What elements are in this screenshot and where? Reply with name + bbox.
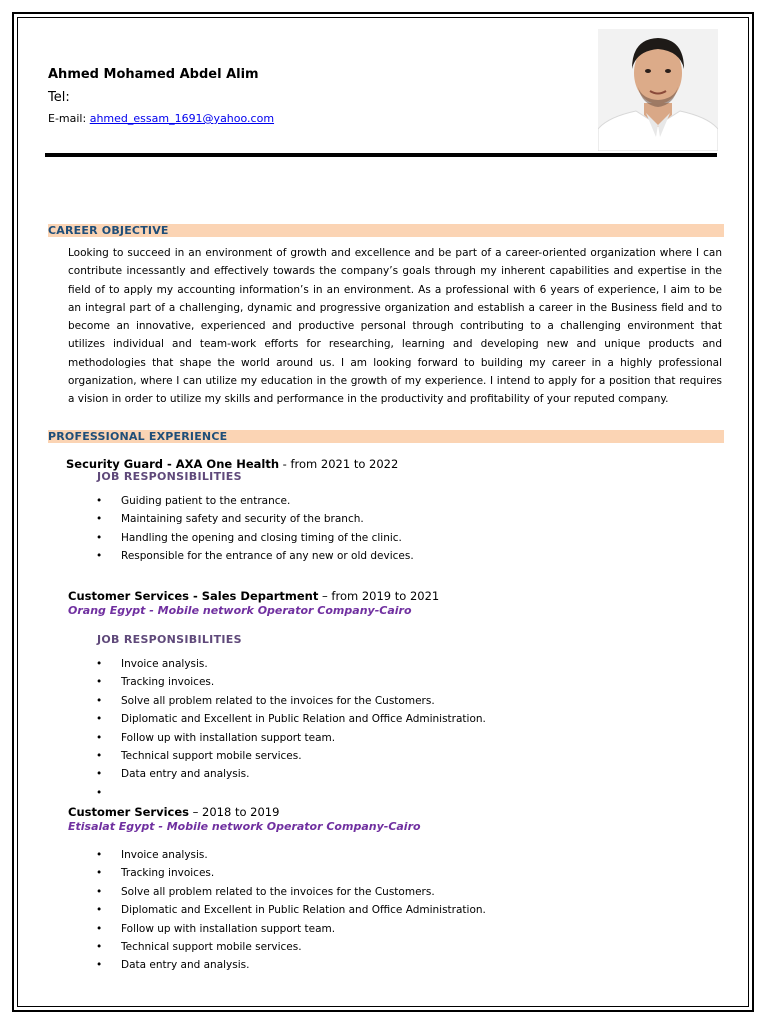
- list-item: • Follow up with installation support team.: [80, 729, 486, 747]
- job-1-title: Security Guard - AXA One Health: [66, 457, 280, 471]
- list-item: • Solve all problem related to the invoices for the Customers.: [80, 692, 486, 710]
- list-item: • Guiding patient to the entrance.: [80, 492, 414, 510]
- professional-experience-heading: PROFESSIONAL EXPERIENCE: [48, 430, 724, 443]
- job-1-bullets: [80, 492, 414, 566]
- list-item: • Technical support mobile services.: [80, 938, 486, 956]
- job-2-company: Orang Egypt - Mobile network Operator Company-Cairo: [68, 604, 412, 617]
- job-3-dates: – 2018 to 2019: [188, 805, 280, 819]
- list-item: • Data entry and analysis.: [80, 956, 486, 974]
- list-item: • Technical support mobile services.: [80, 747, 486, 765]
- list-item: • Handling the opening and closing timing of the clinic.: [80, 529, 414, 547]
- job-3-company: Etisalat Egypt - Mobile network Operator Company-Cairo: [68, 820, 421, 833]
- list-item: • Tracking invoices.: [80, 864, 486, 882]
- list-item: • Diplomatic and Excellent in Public Relation and Office Administration.: [80, 901, 486, 919]
- job-1-dates: - from 2021 to 2022: [279, 457, 399, 471]
- job-2-title: Customer Services - Sales Department: [68, 589, 319, 603]
- job-2-dates: – from 2019 to 2021: [318, 589, 440, 603]
- header-divider: [45, 153, 717, 157]
- job-1-title-row: [66, 457, 398, 471]
- candidate-name: Ahmed Mohamed Abdel Alim: [48, 67, 259, 82]
- career-objective-heading: CAREER OBJECTIVE: [48, 224, 724, 237]
- list-item: • Data entry and analysis.: [80, 765, 486, 783]
- list-item: • Solve all problem related to the invoices for the Customers.: [80, 883, 486, 901]
- email-row: [48, 112, 274, 125]
- job-3-title-row: [68, 805, 279, 819]
- list-item: • Diplomatic and Excellent in Public Relation and Office Administration.: [80, 710, 486, 728]
- email-link[interactable]: ahmed_essam_1691@yahoo.com: [89, 112, 275, 125]
- job-2-title-row: [68, 589, 439, 603]
- job-3-title: Customer Services: [68, 805, 189, 819]
- list-item: • Tracking invoices.: [80, 673, 486, 691]
- email-label: E-mail:: [48, 112, 87, 125]
- job-2-responsibilities-label: JOB RESPONSIBILITIES: [97, 633, 242, 646]
- list-item: [80, 784, 486, 802]
- job-2-bullets: [80, 655, 486, 802]
- job-1-responsibilities-label: JOB RESPONSIBILITIES: [97, 470, 242, 483]
- list-item: • Invoice analysis.: [80, 846, 486, 864]
- tel-label: Tel:: [48, 90, 70, 105]
- list-item: • Maintaining safety and security of the branch.: [80, 510, 414, 528]
- list-item: • Responsible for the entrance of any new or old devices.: [80, 547, 414, 565]
- list-item: • Follow up with installation support team.: [80, 920, 486, 938]
- career-objective-text: Looking to succeed in an environment of growth and excellence and be part of a career-oriented organization where I can contribute incessantly and effectively towards the company’s goals through my inherent capabilities and expertise in the field of to apply my accounting information’s in an environment. As a professional with 6 years of experience, I aim to be an integral part of a challenging, dynamic and progressive organization and establish a career in the Business field and to become an innovative, experienced and productive personal through contributing to a challenging environment that utilizes individual and team-work efforts for researching, learning and developing new and unique products and methodologies that shape the world around us. I am looking forward to building my career in a highly professional organization, where I can utilize my education in the growth of my experience. I intend to apply for a position that requires a vision in order to utilize my skills and performance in the productivity and profitability of your reputed company.: [68, 247, 722, 406]
- job-3-bullets: [80, 846, 486, 975]
- profile-photo: [598, 29, 718, 151]
- list-item: • Invoice analysis.: [80, 655, 486, 673]
